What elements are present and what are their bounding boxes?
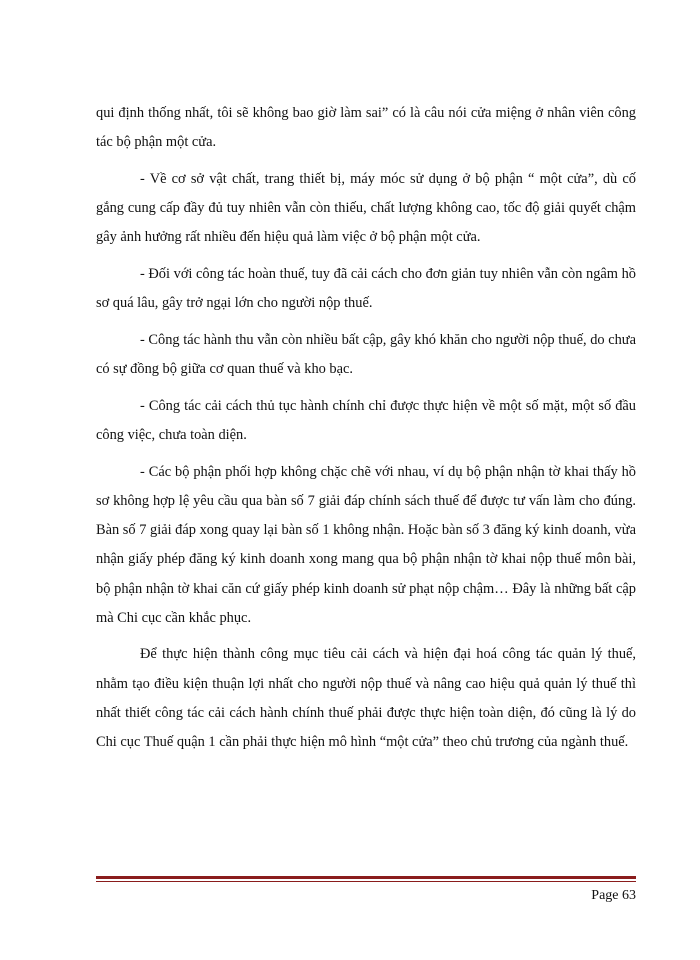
document-body bbox=[96, 99, 636, 765]
paragraph-tax-collection: - Công tác hành thu vẫn còn nhiều bất cập, gây khó khăn cho người nộp thuế, do chưa có sự đồng bộ giữa cơ quan thuế và kho bạc. bbox=[96, 331, 636, 378]
page-number: Page 63 bbox=[591, 888, 636, 903]
paragraph-tax-refund: - Đối với công tác hoàn thuế, tuy đã cải cách cho đơn giản tuy nhiên vẫn còn ngâm hồ sơ quá lâu, gây trở ngại lớn cho người nộp thuế. bbox=[96, 266, 636, 312]
paragraph-conclusion: Để thực hiện thành công mục tiêu cải cách và hiện đại hoá công tác quản lý thuế, nhằm tạo điều kiện thuận lợi nhất cho người nộp thuế và nâng cao hiệu quả quản lý thuế thì nhất thiết công tác cải cách hành chính thuế phải được thực hiện toàn diện, đó cũng là lý do Chi cục Thuế quận 1 cần phải thực hiện mô hình “một cửa” theo chủ trương của ngành thuế. bbox=[96, 646, 636, 751]
paragraph-admin-reform: - Công tác cải cách thủ tục hành chính chỉ được thực hiện về một số mặt, một số đầu công việc, chưa toàn diện. bbox=[96, 397, 636, 444]
paragraph-facilities: - Về cơ sở vật chất, trang thiết bị, máy móc sử dụng ở bộ phận “ một cửa”, dù cố gắng cung cấp đầy đủ tuy nhiên vẫn còn thiếu, chất lượng không cao, tốc độ giải quyết chậm gây ảnh hưởng rất nhiều đến hiệu quả làm việc ở bộ phận một cửa. bbox=[96, 170, 636, 246]
paragraph-continuation: qui định thống nhất, tôi sẽ không bao giờ làm sai” có là câu nói cửa miệng ở nhân viên công tác bộ phận một cửa. bbox=[96, 105, 636, 151]
paragraph-coordination: - Các bộ phận phối hợp không chặc chẽ với nhau, ví dụ bộ phận nhận tờ khai thấy hồ sơ không hợp lệ yêu cầu qua bàn số 7 giải đáp chính sách thuế để được tư vấn làm cho đúng. Bàn số 7 giải đáp xong quay lại bàn số 1 không nhận. Hoặc bàn số 3 đăng ký kinh doanh, vừa nhận giấy phép đăng ký kinh doanh xong mang qua bộ phận nhận tờ khai nộp thuế môn bài, bộ phận nhận tờ khai căn cứ giấy phép kinh doanh sử phạt nộp chậm… Đây là những bất cập mà Chi cục cần khắc phục. bbox=[96, 463, 636, 626]
footer-rule-thick bbox=[96, 876, 636, 879]
footer-rule-thin bbox=[96, 881, 636, 882]
